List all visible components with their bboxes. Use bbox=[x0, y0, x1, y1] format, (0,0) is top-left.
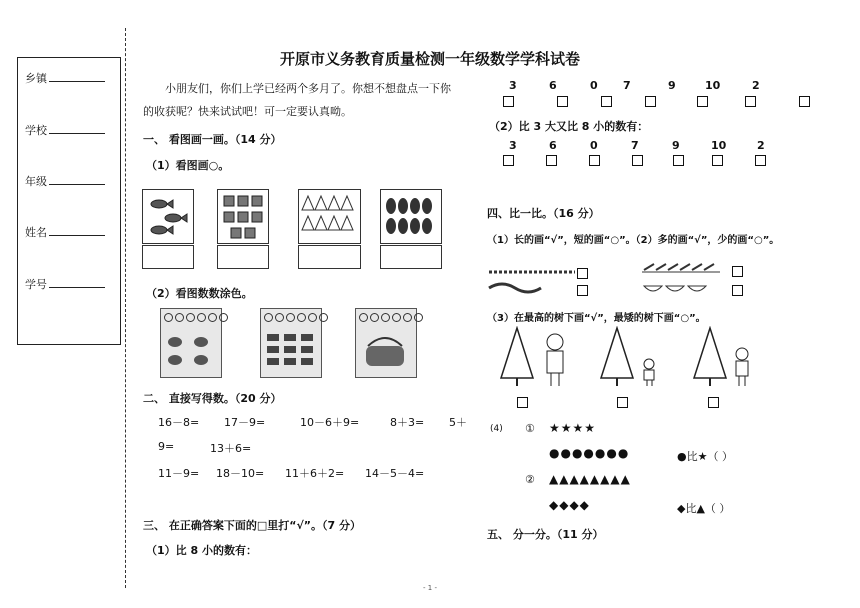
section5-heading: 五、 分一分。（11 分） bbox=[487, 528, 604, 541]
number-option: 10 bbox=[705, 79, 721, 92]
field-school[interactable]: 学校 bbox=[25, 122, 105, 138]
page-title: 开原市义务教育质量检测一年级数学学科试卷 bbox=[279, 50, 580, 68]
q4-item-1: ① bbox=[525, 422, 535, 435]
checkbox[interactable] bbox=[589, 155, 600, 166]
spoons-bowls-comparison bbox=[640, 260, 730, 303]
answer-box[interactable] bbox=[380, 245, 442, 269]
compare-dots-stars[interactable]: ●比★（ ） bbox=[677, 450, 733, 463]
section1-q1: （1）看图画○。 bbox=[146, 159, 230, 172]
checkbox[interactable] bbox=[755, 155, 766, 166]
diamonds-row: ◆◆◆◆ bbox=[549, 498, 590, 512]
checkbox[interactable] bbox=[708, 397, 719, 408]
checkbox[interactable] bbox=[732, 266, 743, 277]
answer-box[interactable] bbox=[142, 245, 194, 269]
compare-diamonds-triangles[interactable]: ◆比▲（ ） bbox=[677, 502, 731, 515]
field-grade[interactable]: 年级 bbox=[25, 173, 105, 189]
calc-problem: 11＋6＋2= bbox=[285, 467, 345, 480]
checkbox[interactable] bbox=[745, 96, 756, 107]
calc-problem: 13＋6= bbox=[210, 442, 252, 455]
q4-label: (4) bbox=[490, 424, 503, 434]
q4-item-2: ② bbox=[525, 473, 535, 486]
count-card-basket bbox=[355, 308, 417, 378]
calc-problem: 18－10= bbox=[216, 467, 265, 480]
answer-box[interactable] bbox=[298, 245, 361, 269]
checkbox[interactable] bbox=[632, 155, 643, 166]
stars-row: ★★★★ bbox=[549, 421, 597, 435]
picture-card-cats bbox=[217, 189, 269, 269]
section4-q3: （3）在最高的树下画“√”，最矮的树下画“○”。 bbox=[487, 313, 706, 324]
trees-picture bbox=[298, 189, 361, 244]
number-option: 3 bbox=[509, 79, 517, 92]
number-option: 0 bbox=[590, 139, 598, 152]
section1-q2: （2）看图数数涂色。 bbox=[146, 287, 253, 300]
number-option: 10 bbox=[711, 139, 727, 152]
circle-row[interactable] bbox=[356, 309, 416, 328]
number-option: 7 bbox=[623, 79, 631, 92]
field-name[interactable]: 姓名 bbox=[25, 224, 105, 240]
calc-problem: 14－5－4= bbox=[365, 467, 425, 480]
answer-box[interactable] bbox=[217, 245, 269, 269]
number-option: 3 bbox=[509, 139, 517, 152]
calc-problem: 5＋ bbox=[449, 416, 467, 429]
field-town[interactable]: 乡镇 bbox=[25, 70, 105, 86]
checkbox[interactable] bbox=[712, 155, 723, 166]
checkbox[interactable] bbox=[503, 96, 514, 107]
fish-picture bbox=[142, 189, 194, 244]
picture-card-fish bbox=[142, 189, 194, 269]
triangles-row: ▲▲▲▲▲▲▲▲ bbox=[549, 472, 631, 486]
section3-q1: （1）比 8 小的数有： bbox=[146, 544, 257, 557]
circle-row[interactable] bbox=[261, 309, 321, 328]
calc-problem: 11－9= bbox=[158, 467, 200, 480]
checkbox[interactable] bbox=[577, 285, 588, 296]
dots-row: ●●●●●●● bbox=[549, 446, 630, 460]
checkbox[interactable] bbox=[799, 96, 810, 107]
number-option: 2 bbox=[752, 79, 760, 92]
section4-heading: 四、比一比。（16 分） bbox=[487, 207, 600, 220]
checkbox[interactable] bbox=[601, 96, 612, 107]
count-card-birds bbox=[160, 308, 222, 378]
picture-card-eggplants bbox=[380, 189, 442, 269]
intro-line-1: 小朋友们，你们上学已经两个多月了。你想不想盘点一下你 bbox=[165, 82, 451, 95]
checkbox[interactable] bbox=[697, 96, 708, 107]
number-option: 0 bbox=[590, 79, 598, 92]
checkbox[interactable] bbox=[546, 155, 557, 166]
checkbox[interactable] bbox=[577, 268, 588, 279]
field-student-id[interactable]: 学号 bbox=[25, 276, 105, 292]
circle-row[interactable] bbox=[161, 309, 221, 328]
section3-heading: 三、 在正确答案下面的□里打“√”。（7 分） bbox=[143, 519, 362, 532]
calc-problem: 16－8= bbox=[158, 416, 200, 429]
section1-heading: 一、 看图画一画。（14 分） bbox=[143, 133, 282, 146]
checkbox[interactable] bbox=[673, 155, 684, 166]
picture-card-trees bbox=[298, 189, 361, 269]
tree-with-kid-1 bbox=[497, 326, 572, 391]
number-option: 9 bbox=[668, 79, 676, 92]
checkbox[interactable] bbox=[557, 96, 568, 107]
calc-problem: 8＋3= bbox=[390, 416, 425, 429]
checkbox[interactable] bbox=[503, 155, 514, 166]
tree-with-kid-3 bbox=[690, 326, 760, 391]
calc-problem: 17－9= bbox=[224, 416, 266, 429]
count-card-hats bbox=[260, 308, 322, 378]
number-option: 6 bbox=[549, 79, 557, 92]
eggplants-picture bbox=[380, 189, 442, 244]
calc-problem: 10－6＋9= bbox=[300, 416, 360, 429]
number-option: 7 bbox=[631, 139, 639, 152]
checkbox[interactable] bbox=[517, 397, 528, 408]
checkbox[interactable] bbox=[617, 397, 628, 408]
number-option: 2 bbox=[757, 139, 765, 152]
number-option: 6 bbox=[549, 139, 557, 152]
student-info-box bbox=[17, 57, 121, 345]
number-option: 9 bbox=[672, 139, 680, 152]
checkbox[interactable] bbox=[645, 96, 656, 107]
calc-problem: 9= bbox=[158, 440, 175, 453]
page-number: - 1 - bbox=[423, 584, 437, 592]
section3-q2: （2）比 3 大又比 8 小的数有： bbox=[489, 120, 649, 133]
checkbox[interactable] bbox=[732, 285, 743, 296]
cats-picture bbox=[217, 189, 269, 244]
binding-line bbox=[125, 28, 126, 588]
section2-heading: 二、 直接写得数。（20 分） bbox=[143, 392, 282, 405]
tree-with-kid-2 bbox=[597, 326, 667, 391]
intro-line-2: 的收获呢？快来试试吧！可一定要认真呦。 bbox=[143, 105, 352, 118]
section4-q1: （1）长的画“√”，短的画“○”。（2）多的画“√”，少的画“○”。 bbox=[487, 235, 780, 246]
